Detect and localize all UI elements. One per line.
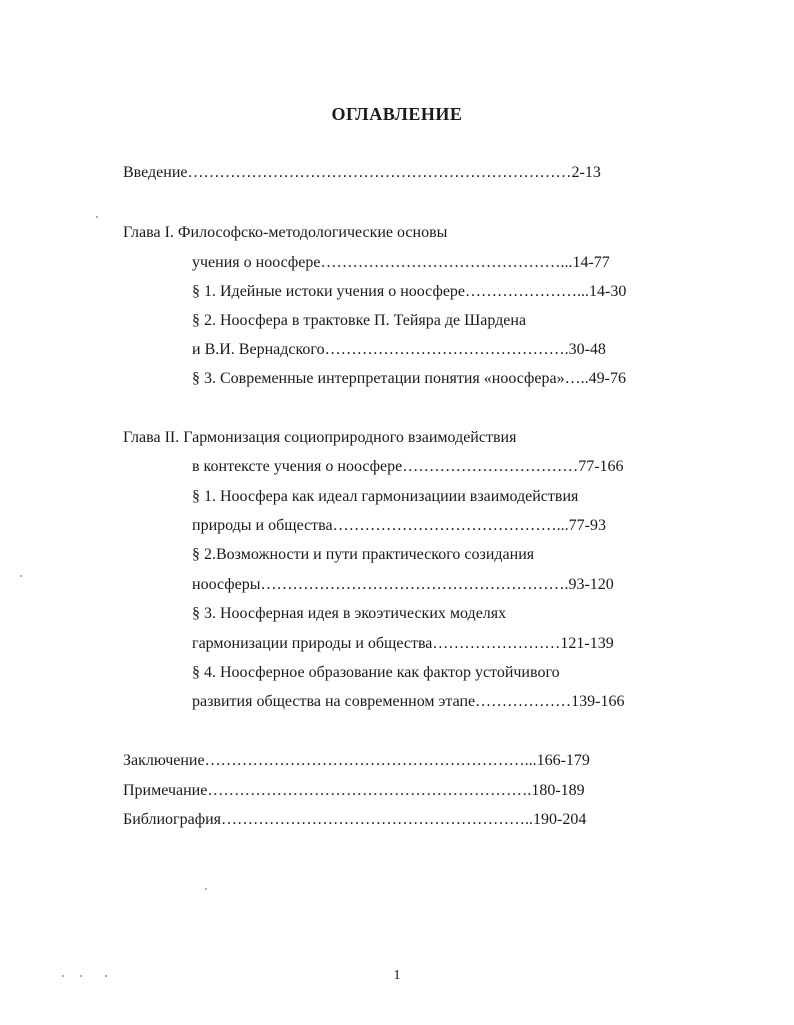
page-number: 1 — [393, 968, 401, 983]
toc-bibliography: Библиография…………………………………………………..190-204 — [123, 811, 587, 828]
toc-ch2-section-1-cont: природы и общества……………………………………...77-93 — [192, 517, 606, 534]
toc-ch2-section-4: § 4. Ноосферное образование как фактор устойчивого — [192, 664, 560, 681]
scan-speck — [80, 975, 82, 977]
toc-conclusion: Заключение……………………………………………………...166-179 — [123, 752, 590, 769]
toc-ch1-section-3: § 3. Современные интерпретации понятия «ноосфера»…..49-76 — [192, 370, 626, 387]
toc-ch1-section-1: § 1. Идейные истоки учения о ноосфере…………………...14-30 — [192, 283, 627, 300]
toc-chapter-2-title-cont: в контексте учения о ноосфере……………………………77-166 — [192, 458, 624, 475]
toc-intro: Введение………………………………………………………………2-13 — [123, 164, 601, 181]
toc-ch1-section-2: § 2. Ноосфера в трактовке П. Тейяра де Шардена — [192, 312, 527, 329]
scan-speck — [205, 888, 207, 890]
scan-speck — [20, 575, 22, 577]
toc-ch2-section-3-cont: гармонизации природы и общества……………………121-139 — [192, 635, 614, 652]
scan-speck — [96, 216, 98, 218]
toc-chapter-1-title-cont: учения о ноосфере………………………………………...14-77 — [192, 254, 610, 271]
toc-ch2-section-1: § 1. Ноосфера как идеал гармонизациии взаимодействия — [192, 488, 579, 505]
toc-ch1-section-2-cont: и В.И. Вернадского……………………………………….30-48 — [192, 341, 606, 358]
toc-ch2-section-3: § 3. Ноосферная идея в экоэтических моделях — [192, 605, 507, 622]
scan-speck — [105, 975, 107, 977]
toc-notes: Примечание…………………………………………………….180-189 — [123, 782, 585, 799]
toc-ch2-section-2-cont: ноосферы………………………………………………….93-120 — [192, 576, 614, 593]
toc-chapter-1-title: Глава I. Философско-методологические основы — [123, 224, 448, 241]
toc-ch2-section-4-cont: развития общества на современном этапе………………139-166 — [192, 693, 625, 710]
page-title: ОГЛАВЛЕНИЕ — [331, 104, 463, 124]
toc-chapter-2-title: Глава II. Гармонизация социоприродного взаимодействия — [123, 429, 517, 446]
scan-speck — [62, 975, 64, 977]
toc-ch2-section-2: § 2.Возможности и пути практического созидания — [192, 546, 535, 563]
